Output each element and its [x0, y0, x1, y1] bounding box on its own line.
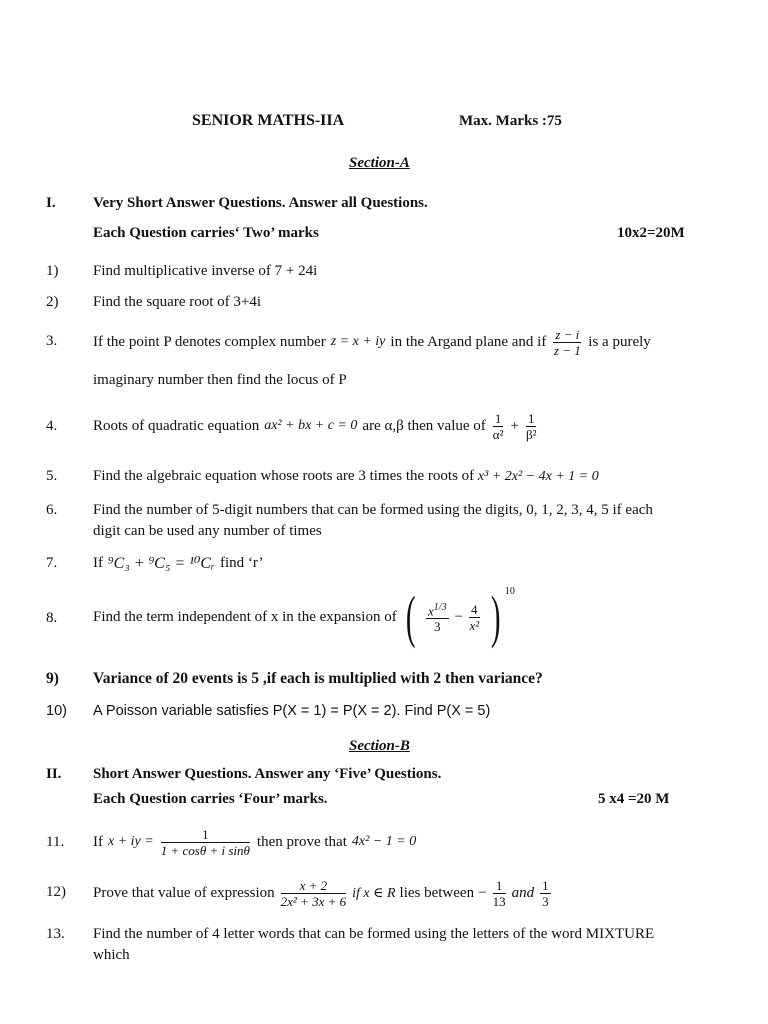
- section-a-roman: I.: [46, 195, 56, 211]
- left-paren: (: [405, 584, 416, 649]
- question-number: 12): [46, 884, 66, 900]
- fraction-numerator: x + 2: [281, 878, 346, 894]
- question-text: [93, 263, 317, 280]
- fraction-denominator: α²: [492, 426, 504, 442]
- question-text-part: Find multiplicative inverse of: [93, 263, 271, 279]
- section-a-marks-total: 10x2=20M: [617, 225, 685, 241]
- fraction-numerator: 1: [493, 411, 504, 427]
- math-expression: z = x + iy: [330, 334, 386, 349]
- question-text: Find the number of 4 letter words that can be formed using the letters of the word MIXTURE: [93, 926, 655, 942]
- math-expression: if x ∈ R: [352, 885, 396, 901]
- section-b-marks-line: Each Question carries ‘Four’ marks.: [93, 791, 328, 807]
- fraction-numerator: 1: [526, 411, 537, 427]
- fraction-numerator: 1: [542, 877, 549, 893]
- fraction-denominator: 3: [542, 893, 549, 909]
- numerator-exponent: 1/3: [433, 601, 447, 613]
- fraction-numerator: [426, 600, 449, 619]
- paper-title: SENIOR MATHS-IIA: [192, 112, 345, 129]
- question-text: [93, 406, 538, 446]
- question-text: Find the number of 5-digit numbers that can be formed using the digits, 0, 1, 2, 3, 4, 5 if each: [93, 502, 653, 518]
- question-text: [93, 553, 263, 573]
- fraction-denominator: 2x² + 3x + 6: [280, 893, 347, 909]
- question-number: 5.: [46, 468, 58, 484]
- question-text-part: If: [93, 833, 103, 850]
- section-b-heading: Section-B: [349, 738, 410, 754]
- question-text-part: Find the term independent of x in the expansion of: [93, 608, 397, 625]
- question-text: Variance of 20 events is 5 ,if each is multiplied with 2 then variance?: [93, 670, 543, 687]
- math-expression: x³ + 2x² − 4x + 1 = 0: [477, 469, 599, 484]
- question-text: [93, 822, 416, 862]
- max-marks: Max. Marks :75: [459, 113, 562, 129]
- fraction: [526, 411, 537, 442]
- fraction: [493, 411, 504, 442]
- question-text-part: lies between: [399, 884, 475, 901]
- question-text-part: in the Argand plane and if: [390, 333, 547, 350]
- question-number: 13.: [46, 926, 65, 942]
- fraction: [469, 602, 480, 633]
- question-text-continued: digit can be used any number of times: [93, 523, 322, 539]
- numerator-base: x: [428, 603, 434, 619]
- question-text: [93, 468, 599, 485]
- question-number: 6.: [46, 502, 58, 518]
- and-word: and: [511, 884, 535, 901]
- math-expression: 4x² − 1 = 0: [351, 834, 417, 849]
- question-text: Find the square root of 3+4i: [93, 294, 262, 310]
- fraction: [281, 878, 346, 909]
- question-number: 3.: [46, 333, 58, 349]
- math-expression: ⁹C₃ + ⁹C₅ = ¹⁰Cᵣ: [108, 555, 216, 572]
- fraction: [493, 878, 506, 909]
- math-expression: 7 + 24i: [274, 263, 318, 279]
- question-number: 9): [46, 670, 59, 687]
- question-text-part: Prove that value of expression: [93, 884, 275, 901]
- section-a-heading: Section-A: [349, 155, 410, 171]
- minus-sign: −: [478, 884, 487, 901]
- question-number: 4.: [46, 418, 58, 434]
- question-text-part: Roots of quadratic equation: [93, 417, 260, 434]
- question-number: 10): [46, 703, 67, 719]
- fraction-denominator: β²: [525, 426, 537, 442]
- question-number: 1): [46, 263, 59, 279]
- question-text-continued: imaginary number then find the locus of P: [93, 372, 347, 388]
- question-text: [93, 325, 651, 359]
- question-number: 8.: [46, 610, 58, 626]
- fraction-denominator: 1 + cosθ + i sinθ: [160, 842, 250, 858]
- section-b-roman: II.: [46, 766, 62, 782]
- question-text: [93, 873, 553, 913]
- question-text-part: is a purely: [588, 333, 651, 350]
- question-text-part: If the point P denotes complex number: [93, 333, 326, 350]
- fraction-denominator: 3: [434, 619, 441, 635]
- fraction-numerator: 4: [471, 601, 478, 617]
- section-a-instruction: Very Short Answer Questions. Answer all Questions.: [93, 195, 428, 211]
- section-b-marks-total: 5 x4 =20 M: [598, 791, 670, 807]
- fraction: [426, 600, 449, 634]
- question-number: 11.: [46, 834, 65, 850]
- question-text: A Poisson variable satisfies P(X = 1) = P(X = 2). Find P(X = 5): [93, 703, 491, 719]
- fraction-numerator: z − i: [555, 326, 580, 342]
- math-expression: x + iy =: [108, 834, 154, 849]
- fraction: [161, 827, 250, 858]
- fraction: [540, 878, 551, 909]
- fraction-numerator: 1: [161, 827, 250, 843]
- question-text-part: Find the algebraic equation whose roots are 3 times the roots of: [93, 468, 475, 484]
- plus-sign: +: [510, 417, 519, 434]
- fraction-numerator: 1: [493, 878, 506, 894]
- minus-sign: −: [454, 608, 464, 625]
- question-number: 7.: [46, 555, 58, 571]
- math-expression: ax² + bx + c = 0: [264, 418, 358, 433]
- question-text-part: If: [93, 554, 103, 571]
- fraction-denominator: x²: [469, 617, 480, 633]
- question-number: 2): [46, 294, 59, 310]
- power-exponent: 10: [504, 586, 515, 597]
- question-text-continued: which: [93, 947, 130, 963]
- question-text-part: then prove that: [256, 833, 347, 850]
- fraction-denominator: 13: [492, 893, 506, 909]
- fraction: [553, 327, 581, 358]
- section-a-marks-line: Each Question carries‘ Two’ marks: [93, 225, 319, 241]
- section-b-instruction: Short Answer Questions. Answer any ‘Five’ Questions.: [93, 766, 442, 782]
- question-text-part: find ‘r’: [220, 554, 264, 571]
- question-text-part: are α,β then value of: [362, 417, 486, 434]
- right-paren: ): [490, 584, 501, 649]
- question-text: [93, 584, 515, 650]
- fraction-denominator: z − 1: [553, 342, 581, 358]
